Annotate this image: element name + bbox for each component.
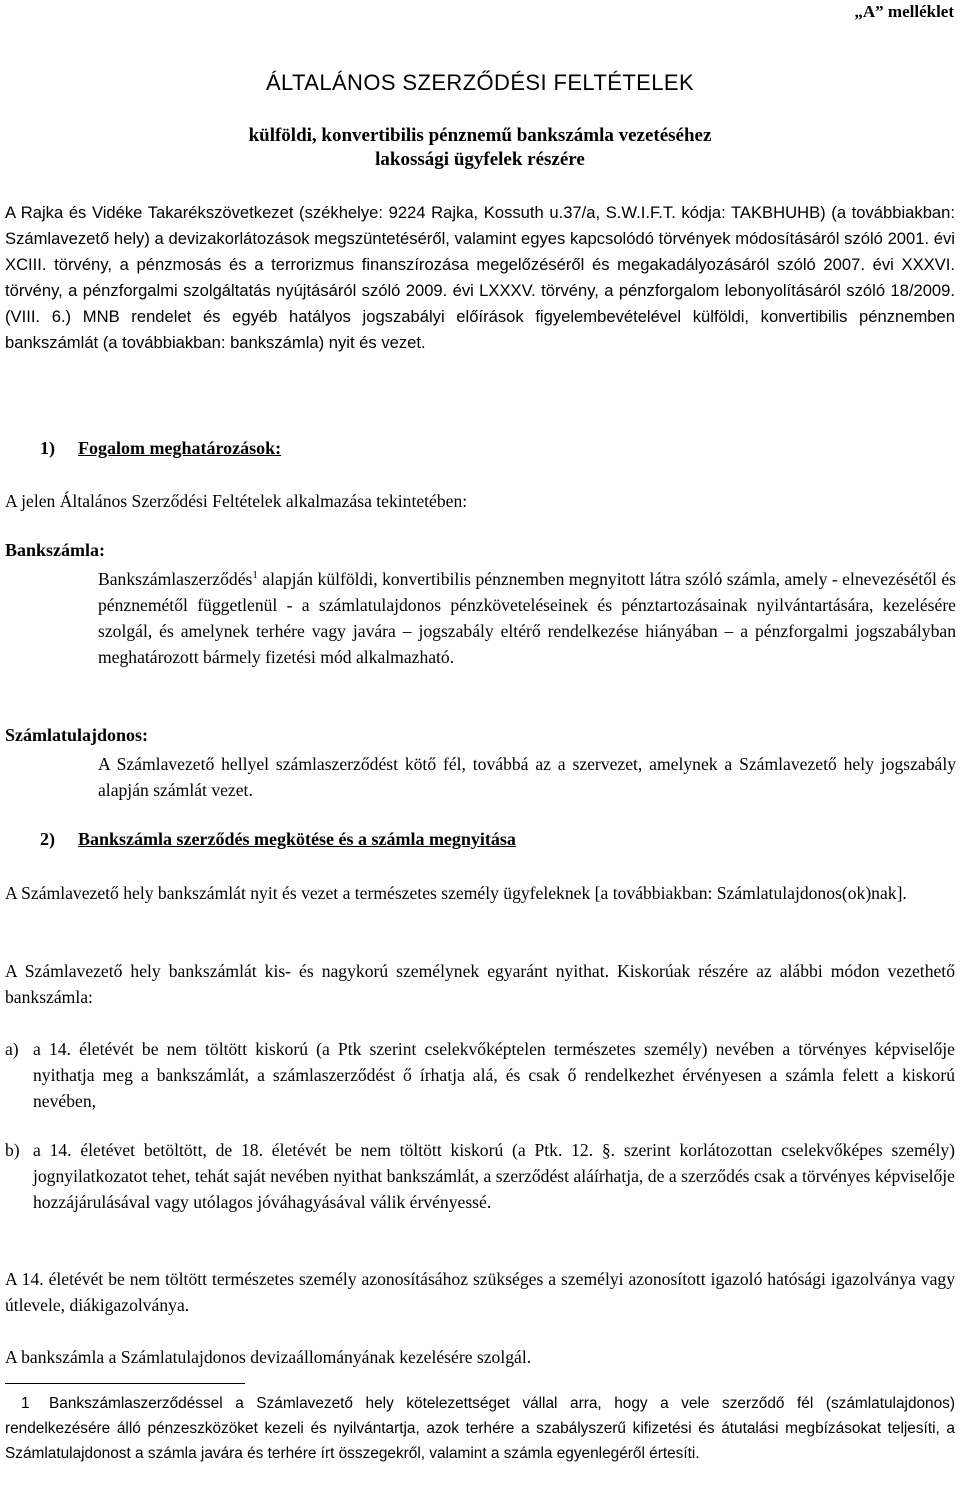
section-2-paragraph-4: A bankszámla a Számlatulajdonos devizaállományának kezelésére szolgál. bbox=[5, 1347, 532, 1367]
section-2-number: 2) bbox=[40, 829, 55, 849]
definition-szamlatulajdonos: A Számlavezető hellyel számlaszerződést kötő fél, továbbá az a szervezet, amelynek a Számlavezető hely jogszabály alapján számlát vezet. bbox=[98, 754, 956, 800]
section-2-paragraph-3: A 14. életévét be nem töltött természetes személy azonosításához szükséges a személyi azonosított igazoló hatósági igazolványa vagy útlevele, diákigazolványa. bbox=[5, 1269, 955, 1315]
footnote bbox=[5, 1391, 955, 1466]
list-item-b-label: b) bbox=[5, 1140, 20, 1160]
definition-bankszamla-rest: alapján külföldi, konvertibilis pénznemben megnyitott látra szóló számla, amely - elnevezésétől és pénznemétől függetlenül - a számlatulajdonos pénzköveteléseinek és pénztartozásainak nyilvántartására, kezelésére szolgál, és amelynek terhére vagy javára – jogszabály eltérő rendelkezése hiányában – a pénzforgalmi jogszabályban meghatározott bármely fizetési mód alkalmazható. bbox=[98, 569, 956, 667]
list-item-a-label: a) bbox=[5, 1039, 19, 1059]
annex-label: „A” melléklet bbox=[854, 2, 954, 21]
section-2-heading bbox=[40, 829, 516, 850]
section-1-heading bbox=[40, 438, 281, 459]
document-title: ÁLTALÁNOS SZERZŐDÉSI FELTÉTELEK bbox=[265, 70, 695, 95]
footnote-separator bbox=[5, 1383, 245, 1384]
term-szamlatulajdonos: Számlatulajdonos: bbox=[5, 725, 149, 745]
section-2-title: Bankszámla szerződés megkötése és a számla megnyitása bbox=[78, 829, 516, 849]
footnote-reference: 1 bbox=[252, 569, 258, 582]
list-item-b-text: a 14. életévet betöltött, de 18. életévét be nem töltött kiskorú (a Ptk. 12. §. szerint korlátozottan cselekvőképes személy) jognyilatkozatot tehet, tehát saját nevében nyithat bankszámlát, a szerződést aláírhatja, de a szerződés csak a törvényes képviselője hozzájárulásával vagy utólagos jóváhagyásával válik érvényessé. bbox=[33, 1140, 955, 1212]
section-1-lead: A jelen Általános Szerződési Feltételek alkalmazása tekintetében: bbox=[5, 491, 468, 511]
section-2-paragraph-1: A Számlavezető hely bankszámlát nyit és vezet a természetes személy ügyfeleknek [a továbbiakban: Számlatulajdonos(ok)nak]. bbox=[5, 883, 907, 903]
footnote-text: Bankszámlaszerződéssel a Számlavezető hely kötelezettséget vállal arra, hogy a vele szerződő fél (számlatulajdonos) rendelkezésére álló pénzeszközöket kezeli és nyilvántartja, azok terhére a szabályszerű kifizetési és átutalási megbízásokat teljesíti, a Számlatulajdonost a számla javára és terhére írt összegekről, valamint a számla egyenlegéről értesíti. bbox=[5, 1395, 955, 1462]
document-subtitle bbox=[0, 124, 960, 172]
footnote-number: 1 bbox=[21, 1395, 30, 1412]
list-item-a-text: a 14. életévét be nem töltött kiskorú (a Ptk szerint cselekvőképtelen természetes személy) nevében a törvényes képviselője nyithatja meg a bankszámlát, a számlaszerződést ő írhatja alá, és csak ő rendelkezhet érvényesen a számla felett a kiskorú nevében, bbox=[33, 1039, 955, 1111]
definition-bankszamla bbox=[98, 566, 956, 670]
list-item-b bbox=[5, 1137, 955, 1215]
intro-paragraph: A Rajka és Vidéke Takarékszövetkezet (székhelye: 9224 Rajka, Kossuth u.37/a, S.W.I.F.T. kódja: TAKBHUHB) (a továbbiakban: Számlavezető hely) a devizakorlátozások megszüntetéséről, valamint egyes kapcsolódó törvények módosításáról szóló 2001. évi XCIII. törvény, a pénzmosás és a terrorizmus finanszírozása megelőzéséről és megakadályozásáról szóló 2007. évi XXXVI. törvény, a pénzforgalmi szolgáltatás nyújtásáról szóló 2009. évi LXXXV. törvény, a pénzforgalom lebonyolításáról szóló 18/2009. (VIII. 6.) MNB rendelet és egyéb hatályos jogszabályi előírások figyelembevételével külföldi, konvertibilis pénznemben bankszámlát (a továbbiakban: bankszámla) nyit és vezet. bbox=[5, 203, 955, 352]
definition-bankszamla-start: Bankszámlaszerződés bbox=[98, 569, 253, 589]
section-2-paragraph-2: A Számlavezető hely bankszámlát kis- és nagykorú személynek egyaránt nyithat. Kiskorúak részére az alábbi módon vezethető bankszámla: bbox=[5, 961, 955, 1007]
list-item-a bbox=[5, 1036, 955, 1114]
section-1-title: Fogalom meghatározások: bbox=[78, 438, 282, 458]
subtitle-line-1: külföldi, konvertibilis pénznemű bankszámla vezetéséhez bbox=[248, 125, 712, 146]
subtitle-line-2: lakossági ügyfelek részére bbox=[375, 149, 585, 170]
section-1-number: 1) bbox=[40, 438, 55, 458]
term-bankszamla: Bankszámla: bbox=[5, 540, 106, 560]
